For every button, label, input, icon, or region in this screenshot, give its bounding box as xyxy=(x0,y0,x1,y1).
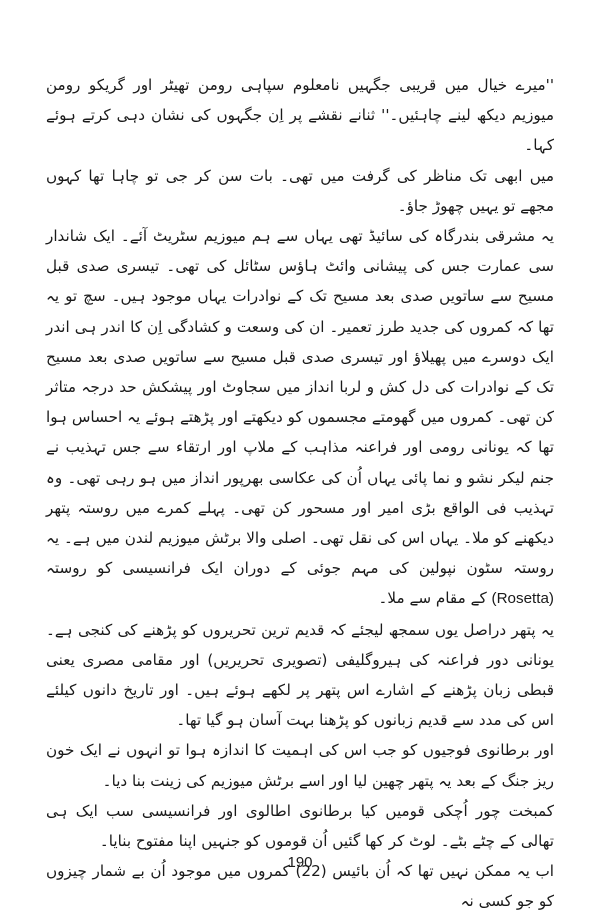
paragraph-5: اور برطانوی فوجیوں کو جب اس کی اہمیت کا اندازہ ہوا تو انہوں نے ایک خون ریز جنگ کے بعد یہ پتھر چھین لیا اور اسے برٹش میوزیم کی زینت بنا دیا۔ xyxy=(46,741,554,790)
rosetta-latin-term: (Rosetta) xyxy=(491,590,554,608)
body-text xyxy=(46,70,554,917)
paragraph-3 xyxy=(46,221,554,615)
paragraph-4: یہ پتھر دراصل یوں سمجھ لیجئے کہ قدیم ترین تحریروں کو پڑھنے کی کنجی ہے۔ یونانی دور فراعنہ کی ہیروگلیفی (تصویری تحریریں) اور مقامی مصری یعنی قبطی زبان پڑھنے کے اشارے اس پتھر پر لکھے ہوئے ہیں۔ اور تاریخ دانوں کیلئے اس کی مدد سے قدیم زبانوں کو پڑھنا بہت آسان ہو گیا تھا۔ xyxy=(46,620,554,730)
paragraph-1: ''میرے خیال میں قریبی جگہیں نامعلوم سپاہی رومن تھیٹر اور گریکو رومن میوزیم دیکھ لینے چاہئیں۔'' ثنانے نقشے پر اِن جگہوں کی نشان دہی کرتے ہوئے کہا۔ xyxy=(46,76,554,155)
paragraph-3-tail: کے مقام سے ملا۔ xyxy=(378,589,492,608)
paragraph-7: اب یہ ممکن نہیں تھا کہ اُن بائیس (22) کمروں میں موجود اُن بے شمار چیزوں کو جو کسی نہ xyxy=(46,862,554,911)
paragraph-6: کمبخت چور اُچکی قومیں کیا برطانوی اطالوی اور فرانسیسی سب ایک ہی تھالی کے چٹے بٹے۔ لوٹ کر کھا گئیں اُن قوموں کو جنہیں اپنا مفتوح بنایا۔ xyxy=(46,801,554,851)
page-number: 190 xyxy=(287,854,313,871)
paragraph-3-text: یہ مشرقی بندرگاہ کی سائیڈ تھی یہاں سے ہم میوزیم سٹریٹ آئے۔ ایک شاندار سی عمارت جس کی پیشانی وائٹ ہاؤس سٹائل کی تھی۔ تیسری صدی قبل مسیح سے ساتویں صدی بعد مسیح تک کے نوادرات یہاں موجود ہیں۔ سچ تو یہ تھا کہ کمروں کی جدید طرز تعمیر۔ ان کی وسعت و کشادگی اِن کا اندر ہی اندر ایک دوسرے میں پھیلاؤ اور تیسری صدی قبل مسیح سے ساتویں صدی بعد مسیح تک کے نوادرات کی دل کش و لربا انداز میں سجاوٹ اور پیشکش حد درجہ متاثر کن تھی۔ کمروں میں گھومتے مجسموں کو دیکھتے اور پڑھتے ہوئے یہ احساس ہوا تھا کہ یونانی رومی اور فراعنہ مذاہب کے ملاپ اور ارتقاء سے جس تہذیب نے جنم لیکر نشو و نما پائی یہاں اُن کی عکاسی بھرپور انداز میں ہو رہی تھی۔ وہ تہذیب فی الواقع بڑی امیر اور مسحور کن تھی۔ پہلے کمرے میں روستہ پتھر دیکھنے کو ملا۔ یہاں اس کی نقل تھی۔ اصلی والا برٹش میوزیم لندن میں ہے۔ یہ روستہ سٹون نپولین کی مہم جوئی کے دوران ایک فرانسیسی کو روستہ xyxy=(46,227,554,578)
paragraph-2: میں ابھی تک مناظر کی گرفت میں تھی۔ بات سن کر جی تو چاہا تھا کہوں مجھے تو یہیں چھوڑ جاؤ۔ xyxy=(46,166,554,215)
